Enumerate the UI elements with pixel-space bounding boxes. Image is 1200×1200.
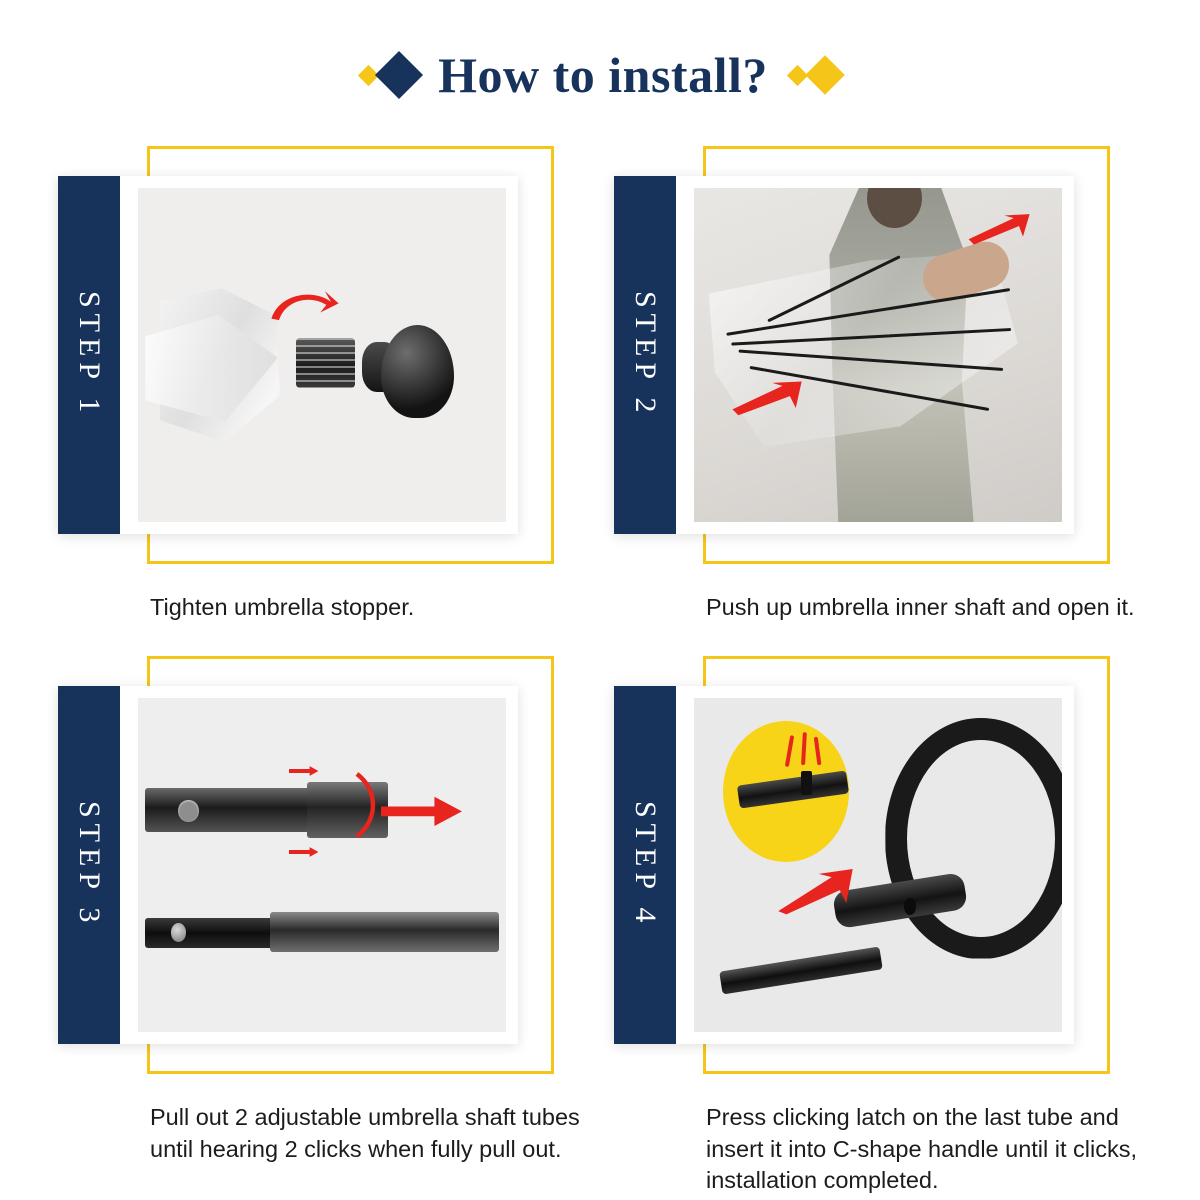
pull-arrow-icon-small-top <box>289 761 318 781</box>
step-3-card <box>58 686 518 1044</box>
step-3-tab <box>58 686 120 1044</box>
step-4-label: STEP 4 <box>629 801 662 929</box>
page-title: How to install? <box>438 47 768 103</box>
step-2-label: STEP 2 <box>629 291 662 419</box>
step-1-label: STEP 1 <box>73 291 106 419</box>
step-2-caption: Push up umbrella inner shaft and open it. <box>706 594 1135 620</box>
rotate-arc-icon <box>351 765 388 845</box>
latch-click-burst-icon <box>779 731 831 771</box>
diamond-gold-icon <box>805 55 845 95</box>
c-shape-handle <box>885 718 1062 958</box>
step-3-photo <box>138 698 506 1032</box>
step-4-tab <box>614 686 676 1044</box>
insert-arrow-icon <box>775 865 856 918</box>
step-card-4 <box>614 650 1138 1194</box>
click-button-dot <box>178 800 198 822</box>
step-card-1 <box>58 140 554 640</box>
step-4-photo <box>694 698 1062 1032</box>
pull-arrow-icon-large <box>381 788 462 835</box>
steps-grid <box>58 140 1148 1194</box>
step-4-card <box>614 686 1074 1044</box>
step-3-label: STEP 3 <box>73 801 106 929</box>
step-1-tab <box>58 176 120 534</box>
pull-arrow-icon-small-bottom <box>289 842 318 862</box>
rotate-arrow-icon <box>263 282 344 335</box>
shaft-tube-lower-left <box>145 918 277 948</box>
step-3-caption: Pull out 2 adjustable umbrella shaft tubes until hearing 2 clicks when fully pull out. <box>150 1104 580 1162</box>
screw-head <box>171 923 186 941</box>
title-right-ornament <box>790 61 839 89</box>
clicking-latch <box>801 771 812 794</box>
step-2-card <box>614 176 1074 534</box>
thread-texture <box>296 338 355 388</box>
push-up-arrow-icon-top <box>966 208 1032 248</box>
push-up-arrow-icon-bottom <box>731 375 805 422</box>
step-1-card <box>58 176 518 534</box>
step-card-2 <box>614 140 1135 640</box>
title-left-ornament <box>361 58 416 92</box>
page-title-row <box>0 46 1200 104</box>
last-shaft-tube <box>719 946 883 994</box>
step-1-caption: Tighten umbrella stopper. <box>150 594 415 620</box>
shaft-tube-upper-left <box>145 788 314 831</box>
step-4-caption: Press clicking latch on the last tube and insert it into C-shape handle until it clicks, installation completed. <box>706 1104 1138 1194</box>
step-card-3 <box>58 650 580 1162</box>
shaft-tube-lower-right <box>270 912 498 952</box>
step-2-tab <box>614 176 676 534</box>
step-2-photo <box>694 188 1062 522</box>
diamond-navy-icon <box>375 51 423 99</box>
step-1-photo <box>138 188 506 522</box>
stopper-body <box>381 325 455 419</box>
